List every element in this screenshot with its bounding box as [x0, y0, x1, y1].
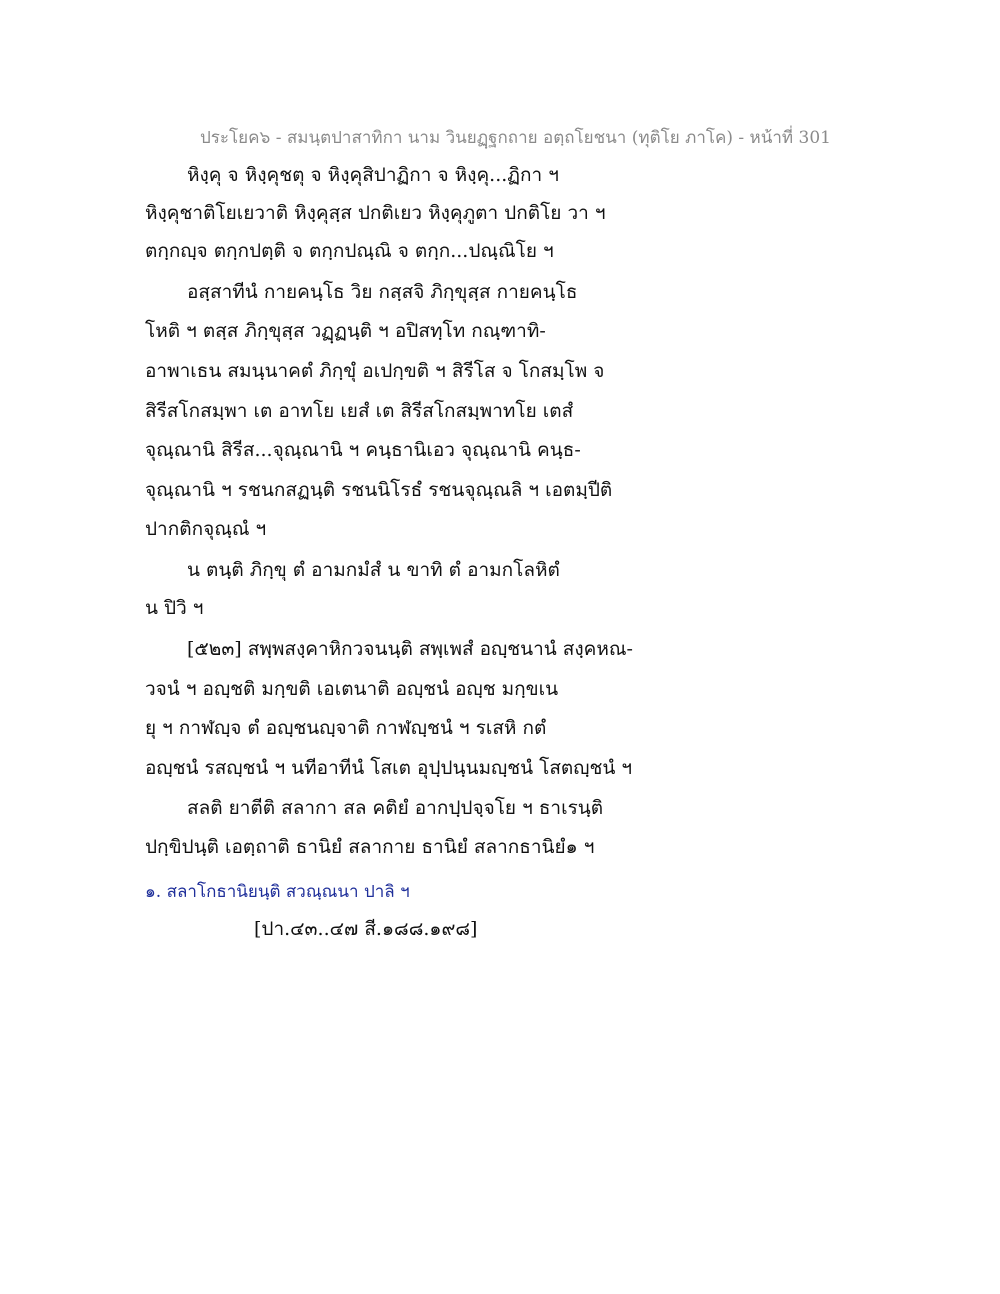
- text-line: หิงฺคุชาติโยเยวาติ หิงฺคุสฺส ปกติเยว หิงฺคุภูตา ปกติโย วา ฯ: [145, 202, 606, 224]
- text-line: ยุ ฯ กาฬญฺจ ตํ อญฺชนญฺจาติ กาฬญฺชนํ ฯ รเสหิ กตํ: [145, 717, 547, 739]
- reference-note: [ปา.๔๓..๔๗ สี.๑๘๘.๑๙๘]: [254, 918, 478, 940]
- text-line: อาพาเธน สมนฺนาคตํ ภิกฺขุํ อเปกฺขติ ฯ สิรีโส จ โกสมฺโพ จ: [145, 360, 605, 382]
- footnote: ๑. สลาโกธานิยนฺติ สวณฺณนา ปาลิ ฯ: [145, 882, 410, 902]
- text-line: น ปิวิ ฯ: [145, 597, 204, 619]
- text-line: หิงฺคุ จ หิงฺคุชตุ จ หิงฺคุสิปาฏิกา จ หิงฺคุ...ฏิกา ฯ: [187, 164, 559, 186]
- text-line: [๕๒๓] สพฺพสงฺคาหิกวจนนฺติ สพฺเพสํ อญฺชนานํ สงฺคหณ-: [187, 638, 633, 660]
- text-line: ตกฺกญฺจ ตกฺกปตฺติ จ ตกฺกปณฺณิ จ ตกฺก...ปณฺณิโย ฯ: [145, 240, 554, 262]
- text-line: จุณฺณานิ สิรีส...จุณฺณานิ ฯ คนฺธานิเอว จุณฺณานิ คนฺธ-: [145, 439, 581, 461]
- text-line: ปากติกจุณฺณํ ฯ: [145, 518, 267, 540]
- text-line: โหติ ฯ ตสฺส ภิกฺขุสฺส วฏฺฏนฺติ ฯ อปิสทฺโท กณฺฑาทิ-: [145, 320, 546, 342]
- text-line: สลติ ยาตีติ สลากา สล คติยํ อากปฺปจฺจโย ฯ ธาเรนฺติ: [187, 797, 604, 819]
- text-line: อญฺชนํ รสญฺชนํ ฯ นทีอาทีนํ โสเต อุปฺปนฺนมญฺชนํ โสตญฺชนํ ฯ: [145, 757, 633, 779]
- text-line: ปกฺขิปนฺติ เอตฺถาติ ธานิยํ สลากาย ธานิยํ สลากธานิยํ๑ ฯ: [145, 836, 595, 858]
- text-line: สิรีสโกสมฺพา เต อาทโย เยสํ เต สิรีสโกสมฺพาทโย เตสํ: [145, 400, 574, 422]
- text-line: อสฺสาทีนํ กายคนฺโธ วิย กสฺสจิ ภิกฺขุสฺส กายคนฺโธ: [187, 281, 578, 303]
- text-line: น ตนฺติ ภิกฺขุ ตํ อามกมํสํ น ขาทิ ตํ อามกโลหิตํ: [187, 559, 560, 581]
- page-header: ประโยค๖ - สมนฺตปาสาทิกา นาม วินยฏฺฐกถาย อตฺถโยชนา (ทุติโย ภาโค) - หน้าที่ 301: [200, 128, 831, 148]
- text-line: วจนํ ฯ อญฺชติ มกฺขติ เอเตนาติ อญฺชนํ อญฺช มกฺขเน: [145, 678, 559, 700]
- text-line: จุณฺณานิ ฯ รชนกสฏนฺติ รชนนิโรธํ รชนจุณฺณลิ ฯ เอตมฺปีติ: [145, 479, 613, 501]
